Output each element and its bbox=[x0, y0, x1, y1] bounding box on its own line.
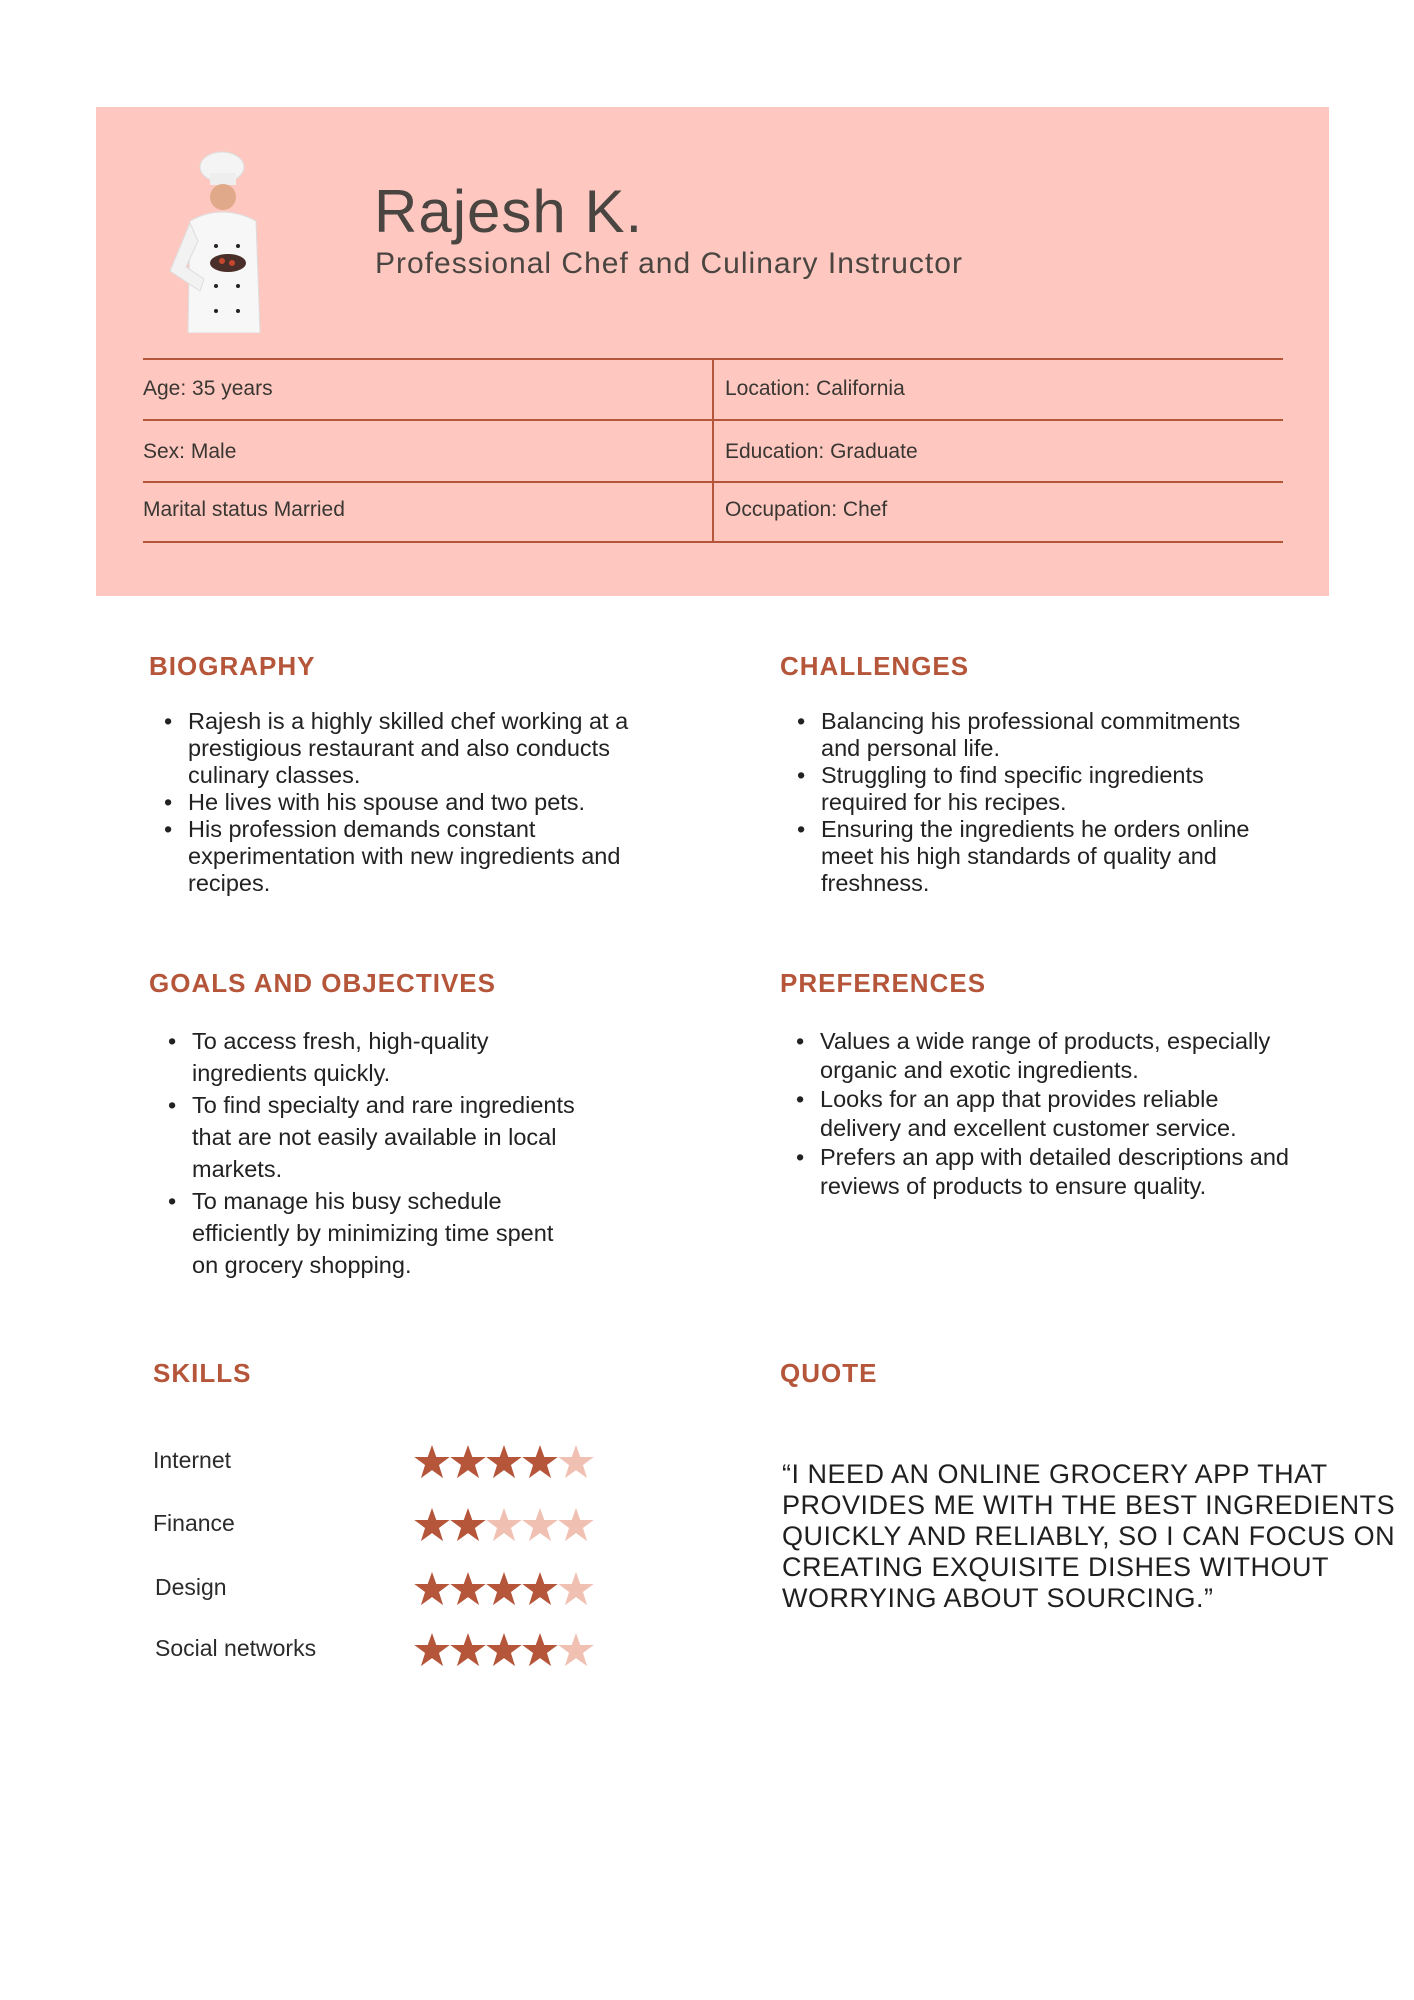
quote-heading: QUOTE bbox=[780, 1358, 878, 1388]
preferences-list bbox=[790, 1027, 1290, 1201]
persona-name: Rajesh K. bbox=[374, 178, 644, 245]
star-filled-icon bbox=[486, 1445, 522, 1479]
star-empty-icon bbox=[558, 1633, 594, 1667]
star-filled-icon bbox=[414, 1572, 450, 1606]
skill-label: Social networks bbox=[155, 1635, 317, 1661]
list-item: • Struggling to find specific ingredients required for his recipes. bbox=[791, 762, 1261, 816]
divider bbox=[712, 359, 714, 542]
persona-title: Professional Chef and Culinary Instructor bbox=[375, 247, 963, 280]
chef-photo bbox=[160, 151, 290, 333]
list-item: • Looks for an app that provides reliable delivery and excellent customer service. bbox=[790, 1085, 1290, 1143]
detail-occupation: Occupation: Chef bbox=[725, 498, 888, 521]
biography-heading: BIOGRAPHY bbox=[149, 651, 316, 681]
list-item: • Prefers an app with detailed descriptions and reviews of products to ensure quality. bbox=[790, 1143, 1290, 1201]
list-item: • To manage his busy schedule efficiently by minimizing time spent on grocery shopping. bbox=[162, 1185, 582, 1281]
star-filled-icon bbox=[450, 1508, 486, 1542]
list-item: • Balancing his professional commitments and personal life. bbox=[791, 708, 1261, 762]
skill-label: Internet bbox=[153, 1447, 231, 1473]
goals-list bbox=[162, 1025, 582, 1281]
star-filled-icon bbox=[450, 1445, 486, 1479]
star-filled-icon bbox=[522, 1633, 558, 1667]
star-filled-icon bbox=[522, 1445, 558, 1479]
star-filled-icon bbox=[450, 1572, 486, 1606]
list-item: • To find specialty and rare ingredients that are not easily available in local markets. bbox=[162, 1089, 582, 1185]
detail-age: Age: 35 years bbox=[143, 377, 273, 400]
list-item: • Rajesh is a highly skilled chef working at a prestigious restaurant and also conducts culinary classes. bbox=[158, 708, 638, 789]
list-item: • He lives with his spouse and two pets. bbox=[158, 789, 638, 816]
star-filled-icon bbox=[450, 1633, 486, 1667]
challenges-list bbox=[791, 708, 1261, 897]
star-empty-icon bbox=[558, 1508, 594, 1542]
goals-heading: GOALS AND OBJECTIVES bbox=[149, 968, 496, 998]
star-filled-icon bbox=[414, 1508, 450, 1542]
star-empty-icon bbox=[558, 1572, 594, 1606]
biography-list bbox=[158, 708, 638, 897]
quote-text: “I NEED AN ONLINE GROCERY APP THAT PROVIDES ME WITH THE BEST INGREDIENTS QUICKLY AND RELIABLY, SO I CAN FOCUS ON CREATING EXQUISITE DISHES WITHOUT WORRYING ABOUT SOURCING.” bbox=[782, 1459, 1396, 1613]
skills-heading: SKILLS bbox=[153, 1358, 252, 1388]
skill-rating bbox=[414, 1508, 594, 1542]
skill-rating bbox=[414, 1572, 594, 1606]
star-filled-icon bbox=[486, 1572, 522, 1606]
star-filled-icon bbox=[414, 1445, 450, 1479]
preferences-heading: PREFERENCES bbox=[780, 968, 987, 998]
detail-sex: Sex: Male bbox=[143, 440, 237, 463]
star-empty-icon bbox=[486, 1508, 522, 1542]
list-item: • Values a wide range of products, especially organic and exotic ingredients. bbox=[790, 1027, 1290, 1085]
list-item: • To access fresh, high-quality ingredients quickly. bbox=[162, 1025, 582, 1089]
star-filled-icon bbox=[486, 1633, 522, 1667]
skill-label: Finance bbox=[153, 1510, 235, 1536]
star-empty-icon bbox=[558, 1445, 594, 1479]
detail-marital-status: Marital status Married bbox=[143, 498, 345, 521]
star-empty-icon bbox=[522, 1508, 558, 1542]
skill-rating bbox=[414, 1445, 594, 1479]
detail-education: Education: Graduate bbox=[725, 440, 918, 463]
star-filled-icon bbox=[522, 1572, 558, 1606]
challenges-heading: CHALLENGES bbox=[780, 651, 970, 681]
persona-header bbox=[96, 107, 1329, 596]
list-item: • Ensuring the ingredients he orders online meet his high standards of quality and freshness. bbox=[791, 816, 1261, 897]
star-filled-icon bbox=[414, 1633, 450, 1667]
skill-rating bbox=[414, 1633, 594, 1667]
skill-label: Design bbox=[155, 1574, 227, 1600]
list-item: • His profession demands constant experimentation with new ingredients and recipes. bbox=[158, 816, 638, 897]
detail-location: Location: California bbox=[725, 377, 905, 400]
